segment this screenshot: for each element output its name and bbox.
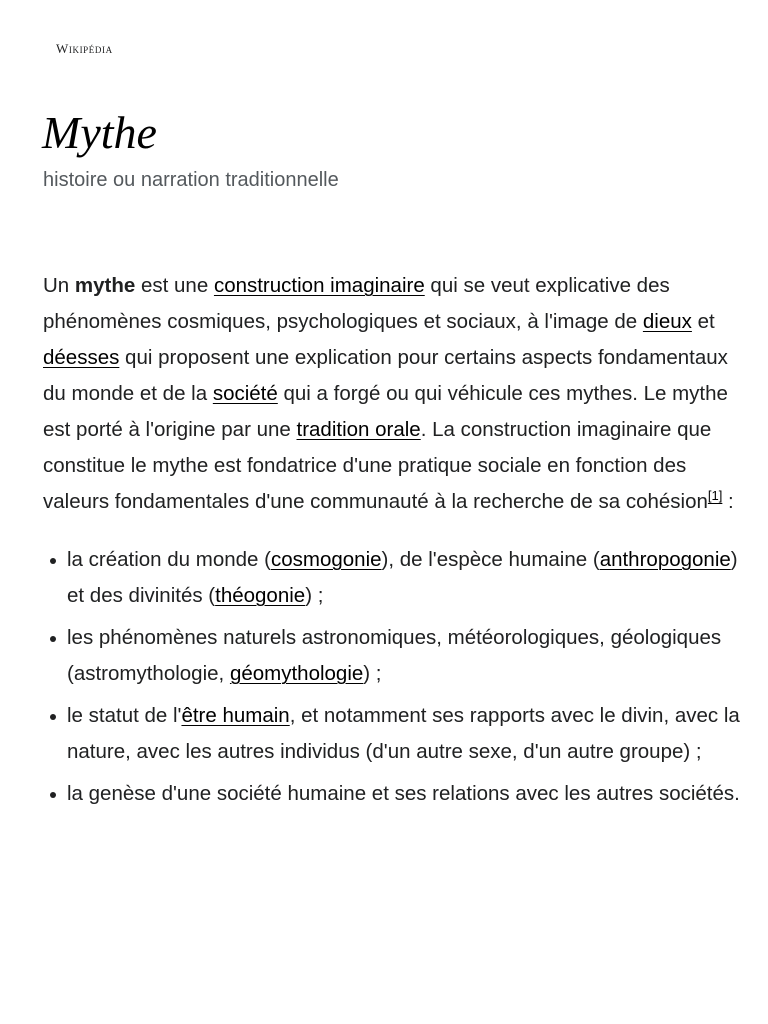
link-deesses[interactable]: déesses — [43, 346, 120, 369]
page-subtitle: histoire ou narration traditionnelle — [43, 169, 339, 191]
list-item — [67, 542, 743, 614]
list-item-text: ) ; — [305, 584, 324, 607]
reference-link[interactable]: [1] — [707, 488, 723, 504]
intro-text: : — [722, 490, 734, 513]
list-item-text: le statut de l' — [67, 704, 182, 727]
link-societe[interactable]: société — [212, 382, 278, 405]
page-title: Mythe — [42, 107, 157, 158]
link-tradition-orale[interactable]: tradition orale — [296, 418, 421, 441]
list-item-text: ) et des divinités ( — [67, 548, 738, 607]
wikipedia-logo[interactable]: Wikipédia — [56, 41, 113, 56]
list-item-text: , et notamment ses rapports avec le divin, avec la nature, avec les autres individus (d'un autre sexe, d'un autre groupe) ; — [67, 704, 740, 763]
list-item-text: la création du monde ( — [67, 548, 271, 571]
themes-list — [43, 542, 743, 812]
link-etre-humain[interactable]: être humain — [181, 704, 290, 727]
list-item-text: ) ; — [363, 662, 382, 685]
list-item-text: ), de l'espèce humaine ( — [381, 548, 600, 571]
intro-text: qui se veut explicative des phénomènes cosmiques, psychologiques et sociaux, à l'image de — [43, 274, 670, 333]
link-dieux[interactable]: dieux — [642, 310, 692, 333]
link-geomythologie[interactable]: géomythologie — [229, 662, 364, 685]
intro-paragraph — [43, 268, 743, 520]
list-item — [67, 776, 743, 812]
article-content — [43, 268, 743, 818]
intro-text: est une — [135, 274, 214, 297]
list-item — [67, 698, 743, 770]
intro-text: qui a forgé ou qui véhicule ces mythes. Le mythe est porté à l'origine par une — [43, 382, 728, 441]
list-item-text: les phénomènes naturels astronomiques, météorologiques, géologiques (astromythologie, — [67, 626, 722, 685]
intro-text: Un — [43, 274, 75, 297]
intro-text: qui proposent une explication pour certains aspects fondamentaux du monde et de la — [43, 346, 728, 405]
intro-text: . La construction imaginaire que constitue le mythe est fondatrice d'une pratique sociale en fonction des valeurs fondamentales d'une communauté à la recherche de sa cohésion — [43, 418, 712, 513]
link-construction-imaginaire[interactable]: construction imaginaire — [213, 274, 425, 297]
list-item — [67, 620, 743, 692]
link-anthropogonie[interactable]: anthropogonie — [599, 548, 731, 571]
list-item-text: la genèse d'une société humaine et ses relations avec les autres sociétés. — [67, 782, 740, 805]
intro-bold-term: mythe — [74, 274, 136, 297]
intro-text: et — [691, 310, 715, 333]
link-cosmogonie[interactable]: cosmogonie — [270, 548, 382, 571]
link-theogonie[interactable]: théogonie — [215, 584, 306, 607]
